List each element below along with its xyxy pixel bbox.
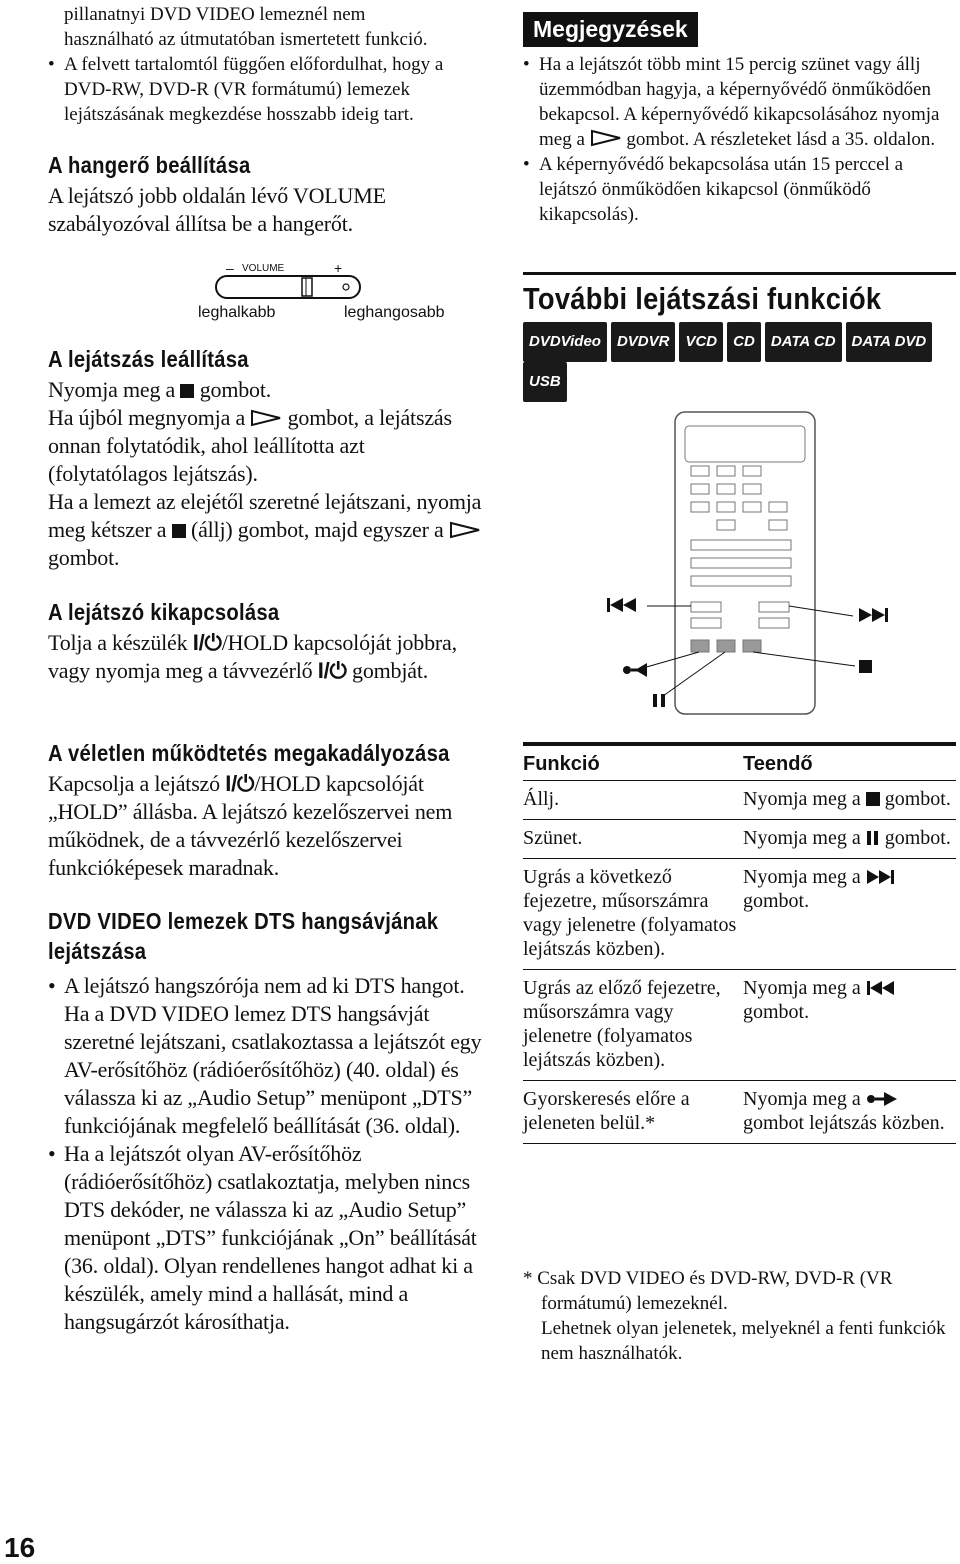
row-action <box>743 859 956 970</box>
table-row <box>523 820 956 859</box>
notes-b1a: Ha a lejátszót több mint 15 percig szünet vagy állj üzemmódban hagyja, a képernyővédő önműködően bekapcsol. A képernyővédő kikapcsolásához nyomja meg a <box>539 54 940 150</box>
badge-data-dvd: DATA DVD <box>846 322 933 362</box>
stop-l2b: gombot, a lejátszás onnan folytatódik, ahol leállította azt (folytatólagos lejátszás). <box>48 405 452 486</box>
hold-a: Kapcsolja a lejátszó <box>48 771 226 796</box>
notes-bullet-2: • A képernyővédő bekapcsolása után 15 perccel a lejátszó önműködően kikapcsol (önműködő kikapcsolás). <box>523 152 956 227</box>
notes-bullet-1 <box>523 52 956 152</box>
power-icon: I/⏻ <box>225 771 255 796</box>
stop-icon <box>859 660 872 673</box>
row-action-a: Nyomja meg a <box>743 977 866 999</box>
pause-icon <box>866 830 880 846</box>
badge-vcd: VCD <box>679 322 723 362</box>
stop-section <box>48 344 488 572</box>
volume-max-label: leghangosabb <box>344 304 445 321</box>
row-action <box>743 820 956 859</box>
power-a: Tolja a készülék <box>48 630 193 655</box>
more-divider <box>523 272 956 275</box>
intro-bullet: • A felvett tartalomtól függően előfordulhat, hogy a DVD-RW, DVD-R (VR formátumú) lemezek lejátszásának megkezdése hosszabb ideig tart. <box>48 52 494 127</box>
footnote-line-1: * Csak DVD VIDEO és DVD-RW, DVD-R (VR formátumú) lemezeknél. <box>523 1268 893 1314</box>
function-table <box>523 742 956 1144</box>
volume-diagram <box>148 258 508 328</box>
badge-usb: USB <box>523 362 567 402</box>
stop-line-1 <box>48 376 488 404</box>
row-action-b: gombot. <box>743 890 810 912</box>
notes-title-text: Megjegyzések <box>523 12 698 47</box>
row-action-b: gombot. <box>884 788 951 810</box>
stop-icon <box>866 792 880 806</box>
more-section <box>523 280 960 402</box>
power-icon: I/⏻ <box>192 630 222 655</box>
previous-icon <box>607 598 636 612</box>
footnote-line-2: Lehetnek olyan jelenetek, melyeknél a fenti funkciók nem használhatók. <box>541 1318 946 1364</box>
next-icon <box>866 869 898 885</box>
row-function: Gyorskeresés előre a jeleneten belül.* <box>523 1081 743 1144</box>
volume-section <box>48 150 488 238</box>
volume-heading: A hangerő beállítása <box>48 152 251 178</box>
play-icon <box>449 521 481 539</box>
badge-dvd-video: DVDVideo <box>523 322 607 362</box>
power-heading: A lejátszó kikapcsolása <box>48 599 280 625</box>
table-header <box>523 744 956 781</box>
page-number: 16 <box>4 1532 36 1563</box>
volume-plus: + <box>334 260 343 276</box>
hold-b: /HOLD kapcsolóját „HOLD” állásba. A lejátszó kezelőszervei nem működnek, de a távvezérlő kezelőszervei funkcióképesek maradnak. <box>48 771 453 880</box>
pause-icon <box>653 694 665 707</box>
stop-l3b: (állj) gombot, majd egyszer a <box>185 517 449 542</box>
notes-title <box>523 12 698 47</box>
dts-bullet-2: • Ha a lejátszót olyan AV-erősítőhöz (rádióerősítőhöz) csatlakoztatja, melyben nincs DTS dekóder, ne válassza ki az „Audio Setup” menüpont „DTS” funkciójának „On” beállítását (36. oldal). Olyan rendellenes hangot adhat ki a készülék, amely mind a hallását, mind a hangsugárzót károsíthatja. <box>48 1140 488 1336</box>
stop-line-3 <box>48 488 488 572</box>
row-function: Szünet. <box>523 820 743 859</box>
row-action-b: gombot. <box>884 827 951 849</box>
power-c: gombját. <box>346 658 429 683</box>
row-action <box>743 970 956 1081</box>
more-heading: További lejátszási funkciók <box>523 281 882 316</box>
power-text <box>48 629 488 685</box>
badge-dvd-vr: DVDVR <box>611 322 676 362</box>
search-forward-icon <box>623 663 647 677</box>
stop-l1a: Nyomja meg a <box>48 377 181 402</box>
stop-heading: A lejátszás leállítása <box>48 346 249 372</box>
intro-text <box>64 2 484 52</box>
stop-l3c: gombot. <box>48 545 120 570</box>
intro-line-1: pillanatnyi DVD VIDEO lemeznél nem <box>64 4 366 25</box>
power-icon: I/⏻ <box>317 658 347 683</box>
row-action-a: Nyomja meg a <box>743 827 866 849</box>
power-section <box>48 597 488 685</box>
stop-l2a: Ha újból megnyomja a <box>48 405 251 430</box>
notes-list <box>523 52 956 227</box>
row-function: Ugrás az előző fejezetre, műsorszámra vagy jelenetre (folyamatos lejátszás közben). <box>523 970 743 1081</box>
hold-section <box>48 738 488 882</box>
remote-control-illustration <box>583 408 943 718</box>
row-function: Ugrás a következő fejezetre, műsorszámra vagy jelenetre (folyamatos lejátszás közben). <box>523 859 743 970</box>
notes-b1b: gombot. A részleteket lásd a 35. oldalon. <box>621 129 936 150</box>
badge-data-cd: DATA CD <box>765 322 842 362</box>
stop-icon <box>172 524 186 538</box>
footnote <box>523 1266 956 1366</box>
dts-heading-1: DVD VIDEO lemezek DTS hangsávjának <box>48 908 439 934</box>
row-action-a: Nyomja meg a <box>743 1088 866 1110</box>
hold-heading: A véletlen működtetés megakadályozása <box>48 740 450 766</box>
play-icon <box>590 129 622 147</box>
row-action <box>743 1081 956 1144</box>
row-action-b: gombot. <box>743 1001 810 1023</box>
stop-l3a: Ha a lemezt az elejétől szeretné lejátszani, nyomja meg kétszer a <box>48 489 482 542</box>
table-row <box>523 859 956 970</box>
disc-badges <box>523 322 960 402</box>
volume-min-label: leghalkabb <box>198 304 276 321</box>
search-forward-icon <box>866 1091 900 1107</box>
row-action <box>743 781 956 820</box>
badge-cd: CD <box>727 322 761 362</box>
row-action-a: Nyomja meg a <box>743 788 866 810</box>
volume-slider-icon <box>214 274 364 302</box>
previous-icon <box>866 980 898 996</box>
volume-label: VOLUME <box>242 263 285 274</box>
volume-minus: – <box>226 260 234 276</box>
row-action-a: Nyomja meg a <box>743 866 866 888</box>
table-row <box>523 970 956 1081</box>
function-table-wrap <box>523 742 956 1144</box>
row-function: Állj. <box>523 781 743 820</box>
volume-text: A lejátszó jobb oldalán lévő VOLUME szabályozóval állítsa be a hangerőt. <box>48 183 386 236</box>
table-row <box>523 781 956 820</box>
next-icon <box>859 608 888 622</box>
dts-bullet-1: • A lejátszó hangszórója nem ad ki DTS hangot. Ha a DVD VIDEO lemez DTS hangsávját szeretné lejátszani, csatlakoztassa a lejátszót egy AV-erősítőhöz (rádióerősítőhöz) (40. oldal) és válassza ki az „Audio Setup” menüpont „DTS” funkciójának megfelelő beállítását (36. oldal). <box>48 972 488 1140</box>
stop-line-2 <box>48 404 488 488</box>
col-function: Funkció <box>523 744 743 781</box>
stop-l1b: gombot. <box>194 377 272 402</box>
col-action: Teendő <box>743 744 956 781</box>
intro-line-2: használható az útmutatóban ismertetett funkció. <box>64 29 428 50</box>
dts-heading-2: lejátszása <box>48 938 147 964</box>
stop-icon <box>180 384 194 398</box>
row-action-b: gombot lejátszás közben. <box>743 1112 945 1134</box>
dts-section <box>48 906 488 1336</box>
play-icon <box>250 409 282 427</box>
hold-text <box>48 770 488 882</box>
table-row <box>523 1081 956 1144</box>
power-b: /HOLD kapcsolóját jobbra, vagy nyomja meg a távvezérlő <box>48 630 457 683</box>
